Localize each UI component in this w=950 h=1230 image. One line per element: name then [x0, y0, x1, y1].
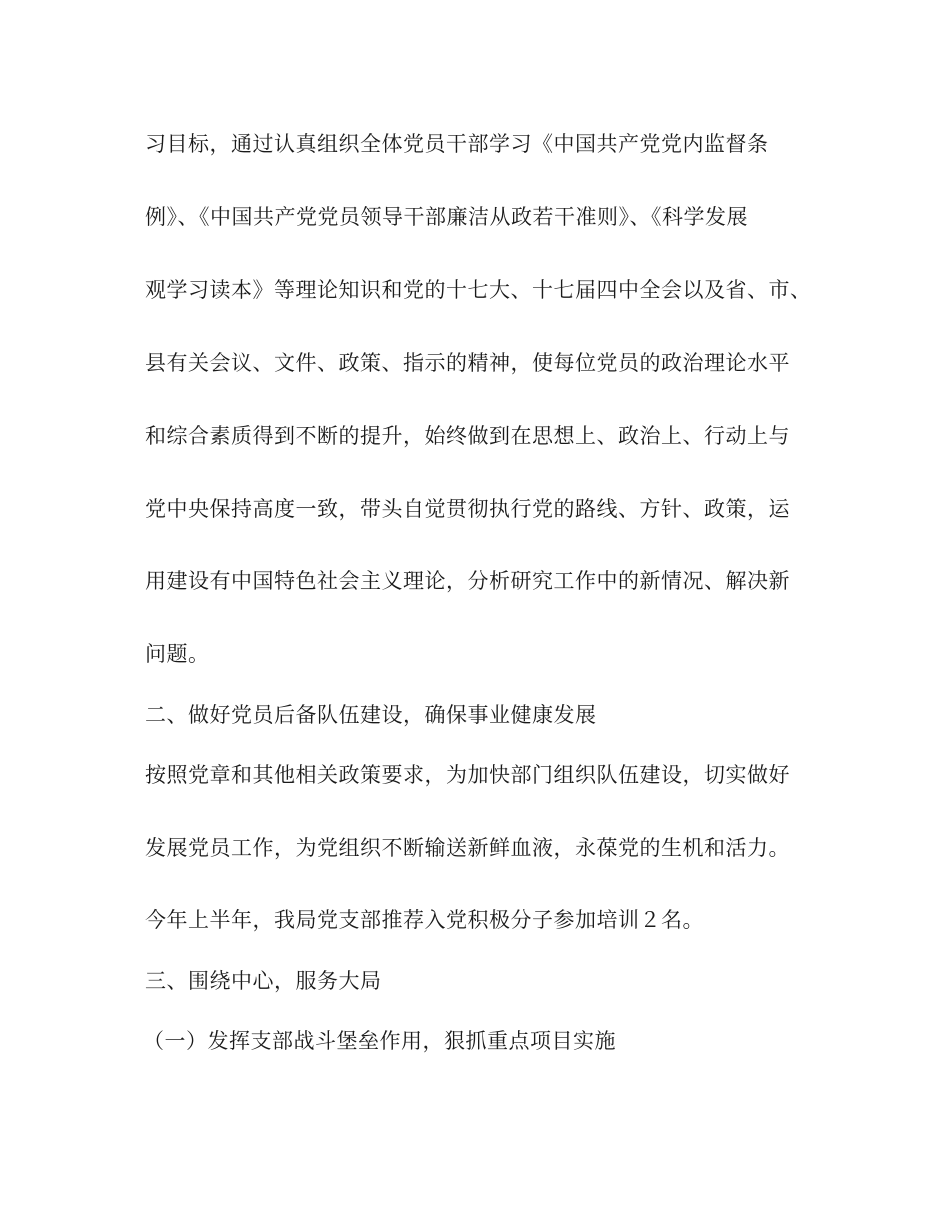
paragraph-line: 发展党员工作，为党组织不断输送新鲜血液，永葆党的生机和活力。 — [145, 836, 790, 860]
paragraph-line: 用建设有中国特色社会主义理论，分析研究工作中的新情况、解决新 — [145, 569, 790, 593]
paragraph-line: 和综合素质得到不断的提升，始终做到在思想上、政治上、行动上与 — [145, 424, 790, 448]
paragraph-line: 问题。 — [145, 642, 210, 666]
paragraph-line: 今年上半年，我局党支部推荐入党积极分子参加培训２名。 — [145, 908, 704, 932]
paragraph-line: 观学习读本》等理论知识和党的十七大、十七届四中全会以及省、市、 — [145, 278, 812, 302]
paragraph-line: 习目标，通过认真组织全体党员干部学习《中国共产党党内监督条 — [145, 132, 769, 156]
paragraph-line: 党中央保持高度一致，带头自觉贯彻执行党的路线、方针、政策，运 — [145, 497, 790, 521]
section-heading: 三、围绕中心，服务大局 — [145, 969, 382, 993]
section-heading: 二、做好党员后备队伍建设，确保事业健康发展 — [145, 703, 597, 727]
paragraph-line: 例》、《中国共产党党员领导干部廉洁从政若干准则》、《科学发展 — [145, 205, 748, 229]
paragraph-line: 县有关会议、文件、政策、指示的精神，使每位党员的政治理论水平 — [145, 351, 790, 375]
paragraph-line: 按照党章和其他相关政策要求，为加快部门组织队伍建设，切实做好 — [145, 763, 790, 787]
subsection-heading: （一）发挥支部战斗堡垒作用，狠抓重点项目实施 — [143, 1029, 616, 1053]
